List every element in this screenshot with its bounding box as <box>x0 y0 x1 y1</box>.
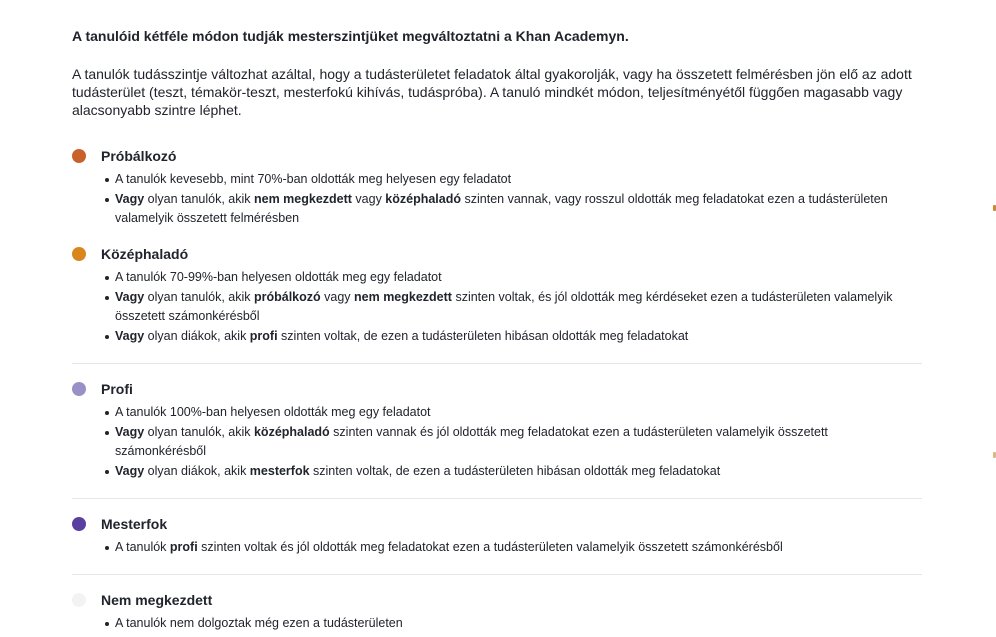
level-criteria-list <box>101 170 922 228</box>
emphasized-text: mesterfok <box>249 464 310 478</box>
criteria-text: A tanulók 70-99%-ban helyesen oldották meg egy feladatot <box>115 270 442 284</box>
level-color-dot-icon <box>72 247 86 261</box>
emphasized-text: Vagy <box>115 425 145 439</box>
level-color-dot-icon <box>72 593 86 607</box>
criteria-text: olyan tanulók, akik <box>144 192 254 206</box>
emphasized-text: Vagy <box>115 464 145 478</box>
mastery-level-1 <box>72 147 922 228</box>
level-color-dot-icon <box>72 517 86 531</box>
criteria-item <box>101 190 922 228</box>
criteria-item <box>101 268 922 287</box>
criteria-text: szinten voltak, és jól oldották meg kérdéseket ezen a tudásterületen valamelyik összetett számonkérésből <box>115 290 893 323</box>
criteria-text: vagy <box>320 290 355 304</box>
emphasized-text: nem megkezdett <box>354 290 452 304</box>
criteria-text: olyan diákok, akik <box>144 329 250 343</box>
criteria-item <box>101 423 922 461</box>
mastery-level-3 <box>72 363 922 481</box>
criteria-text: szinten vannak és jól oldották meg feladatokat ezen a tudásterületen valamelyik összetett számonkérésből <box>115 425 828 458</box>
mastery-explanation <box>72 27 922 634</box>
mastery-level-2 <box>72 245 922 346</box>
emphasized-text: profi <box>169 540 198 554</box>
criteria-text: A tanulók <box>115 540 170 554</box>
level-title: Nem megkezdett <box>101 592 213 608</box>
level-criteria-list <box>101 614 922 633</box>
level-color-dot-icon <box>72 149 86 163</box>
criteria-text: szinten vannak, vagy rosszul oldották meg feladatokat ezen a tudásterületen valamelyik összetett felmérésben <box>115 192 888 225</box>
emphasized-text: középhaladó <box>253 425 330 439</box>
criteria-text: olyan tanulók, akik <box>144 425 254 439</box>
page-title: A tanulóid kétféle módon tudják mesterszintjüket megváltoztatni a Khan Academyn. <box>72 28 629 44</box>
level-title: Próbálkozó <box>101 148 177 164</box>
mastery-level-list <box>72 147 922 633</box>
emphasized-text: középhaladó <box>385 192 462 206</box>
criteria-item <box>101 170 922 189</box>
criteria-item <box>101 462 922 481</box>
criteria-item <box>101 614 922 633</box>
criteria-text: vagy <box>351 192 386 206</box>
emphasized-text: profi <box>249 329 278 343</box>
level-criteria-list <box>101 268 922 346</box>
criteria-item <box>101 288 922 326</box>
criteria-text: szinten voltak, de ezen a tudásterületen hibásan oldották meg feladatokat <box>277 329 689 343</box>
mastery-level-4 <box>72 498 922 557</box>
level-color-dot-icon <box>72 382 86 396</box>
mastery-level-5 <box>72 574 922 633</box>
level-title: Profi <box>101 381 133 397</box>
intro-paragraph: A tanulók tudásszintje változhat azáltal, hogy a tudásterületet feladatok által gyakorolják, vagy ha összetett felmérésben jön elő az adott tudásterület (teszt, témakör-teszt, mesterfokú kihívás, tudáspróba). A tanuló mindkét módon, teljesítményétől függően magasabb vagy alacsonyabb szintre léphet. <box>72 66 912 118</box>
criteria-item <box>101 403 922 422</box>
criteria-text: olyan tanulók, akik <box>144 290 254 304</box>
level-title: Mesterfok <box>101 516 168 532</box>
criteria-text: A tanulók kevesebb, mint 70%-ban oldották meg helyesen egy feladatot <box>115 172 512 186</box>
criteria-item <box>101 327 922 346</box>
criteria-text: A tanulók 100%-ban helyesen oldották meg egy feladatot <box>115 405 431 419</box>
level-criteria-list <box>101 403 922 481</box>
emphasized-text: Vagy <box>115 329 145 343</box>
emphasized-text: próbálkozó <box>253 290 321 304</box>
criteria-text: szinten voltak, de ezen a tudásterületen hibásan oldották meg feladatokat <box>309 464 721 478</box>
level-title: Középhaladó <box>101 246 189 262</box>
level-criteria-list <box>101 538 922 557</box>
criteria-item <box>101 538 922 557</box>
emphasized-text: Vagy <box>115 290 145 304</box>
emphasized-text: nem megkezdett <box>253 192 352 206</box>
criteria-text: szinten voltak és jól oldották meg feladatokat ezen a tudásterületen valamelyik összetett számonkérésből <box>197 540 783 554</box>
emphasized-text: Vagy <box>115 192 145 206</box>
criteria-text: A tanulók nem dolgoztak még ezen a tudásterületen <box>115 616 403 630</box>
criteria-text: olyan diákok, akik <box>144 464 250 478</box>
